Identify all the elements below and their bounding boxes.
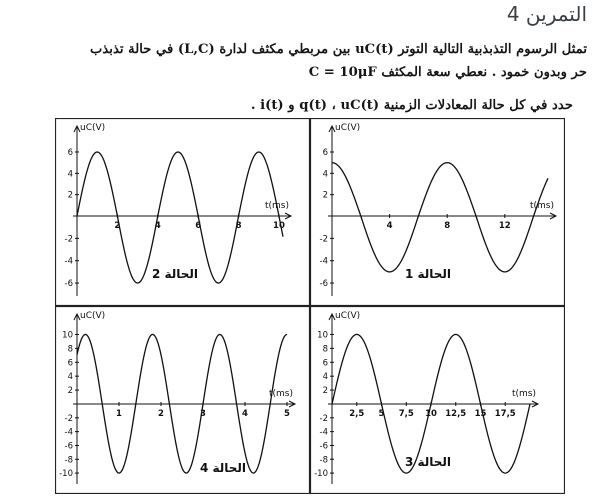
case-caption: الحالة 4 bbox=[199, 461, 247, 475]
x-tick-label: 15 bbox=[474, 409, 487, 419]
y-tick-label: 4 bbox=[322, 169, 328, 180]
x-tick-label: 4 bbox=[154, 221, 161, 231]
chart-panel-top-right bbox=[311, 119, 565, 306]
y-tick-label: 10 bbox=[317, 330, 328, 341]
case-caption: الحالة 3 bbox=[404, 455, 452, 469]
y-tick-label: 2 bbox=[67, 386, 73, 397]
y-tick-label: -6 bbox=[319, 279, 328, 290]
y-axis-label: uC(V) bbox=[335, 311, 361, 321]
x-tick-label: 12,5 bbox=[445, 409, 467, 419]
exercise-title: التمرين 4 bbox=[506, 2, 587, 26]
y-tick-label: 6 bbox=[67, 358, 73, 369]
x-tick-label: 10 bbox=[425, 409, 437, 419]
statement-line-2: حر وبدون خمود . نعطي سعة المكثف C = 10μF bbox=[308, 65, 587, 80]
y-tick-label: -2 bbox=[64, 413, 73, 424]
x-tick-label: 4 bbox=[242, 409, 248, 419]
y-tick-label: -4 bbox=[319, 256, 328, 267]
y-tick-label: 2 bbox=[67, 190, 73, 201]
x-tick-label: 5 bbox=[378, 409, 385, 419]
y-tick-label: -8 bbox=[64, 455, 73, 466]
y-tick-label: 2 bbox=[322, 386, 328, 397]
y-tick-label: 2 bbox=[322, 190, 328, 201]
statement-line-1: تمثل الرسوم التذبذبية التالية التوتر uC(t) بين مربطي مكثف لدارة (L,C) في حالة تذبذب bbox=[89, 42, 587, 57]
y-tick-label: 10 bbox=[62, 330, 73, 341]
oscillograms-figure bbox=[55, 118, 565, 494]
x-tick-label: 12 bbox=[498, 221, 511, 231]
x-tick-label: 7,5 bbox=[398, 409, 414, 419]
y-tick-label: 4 bbox=[67, 169, 73, 180]
y-axis-label: uC(V) bbox=[80, 311, 106, 321]
y-tick-label: -6 bbox=[64, 279, 73, 290]
chart-panel-bottom-left bbox=[56, 307, 310, 494]
x-axis-label: t(ms) bbox=[530, 201, 555, 211]
chart-panel-bottom-right bbox=[311, 307, 565, 494]
y-tick-label: -2 bbox=[319, 234, 328, 245]
y-tick-label: -6 bbox=[319, 441, 328, 452]
uc-curve bbox=[332, 163, 548, 272]
x-tick-label: 2,5 bbox=[349, 409, 365, 419]
x-axis-label: t(ms) bbox=[265, 201, 290, 211]
x-tick-label: 4 bbox=[386, 221, 393, 231]
x-axis-label: t(ms) bbox=[269, 389, 294, 399]
x-axis-label: t(ms) bbox=[512, 389, 537, 399]
x-tick-label: 2 bbox=[114, 221, 121, 231]
x-tick-label: 8 bbox=[444, 221, 451, 231]
y-tick-label: 8 bbox=[67, 344, 73, 355]
y-tick-label: 6 bbox=[322, 148, 328, 158]
y-tick-label: -10 bbox=[59, 469, 73, 480]
y-tick-label: -4 bbox=[319, 427, 328, 438]
y-tick-label: 4 bbox=[67, 372, 73, 383]
chart-panel-top-left bbox=[56, 119, 310, 306]
x-tick-label: 6 bbox=[195, 221, 202, 231]
x-tick-label: 10 bbox=[273, 221, 285, 231]
x-tick-label: 2 bbox=[158, 409, 164, 419]
y-tick-label: -8 bbox=[319, 455, 328, 466]
y-tick-label: -4 bbox=[64, 256, 73, 267]
x-tick-label: 17,5 bbox=[494, 409, 516, 419]
y-tick-label: 6 bbox=[67, 148, 73, 158]
y-axis-label: uC(V) bbox=[80, 123, 106, 133]
x-tick-label: 5 bbox=[284, 409, 290, 419]
case-caption: الحالة 2 bbox=[151, 267, 199, 281]
y-tick-label: 4 bbox=[322, 372, 328, 383]
y-tick-label: -2 bbox=[64, 234, 73, 245]
x-tick-label: 1 bbox=[116, 409, 122, 419]
uc-curve bbox=[77, 152, 283, 283]
question-line: حدد في كل حالة المعادلات الزمنية q(t) ، uC(t) و i(t) . bbox=[250, 98, 573, 113]
x-tick-label: 8 bbox=[235, 221, 242, 231]
x-tick-label: 3 bbox=[200, 409, 206, 419]
y-tick-label: -2 bbox=[319, 413, 328, 424]
y-tick-label: -4 bbox=[64, 427, 73, 438]
y-axis-label: uC(V) bbox=[335, 123, 361, 133]
y-tick-label: -10 bbox=[314, 469, 328, 480]
y-tick-label: 8 bbox=[322, 344, 328, 355]
case-caption: الحالة 1 bbox=[404, 267, 452, 281]
y-tick-label: -6 bbox=[64, 441, 73, 452]
y-tick-label: 6 bbox=[322, 358, 328, 369]
